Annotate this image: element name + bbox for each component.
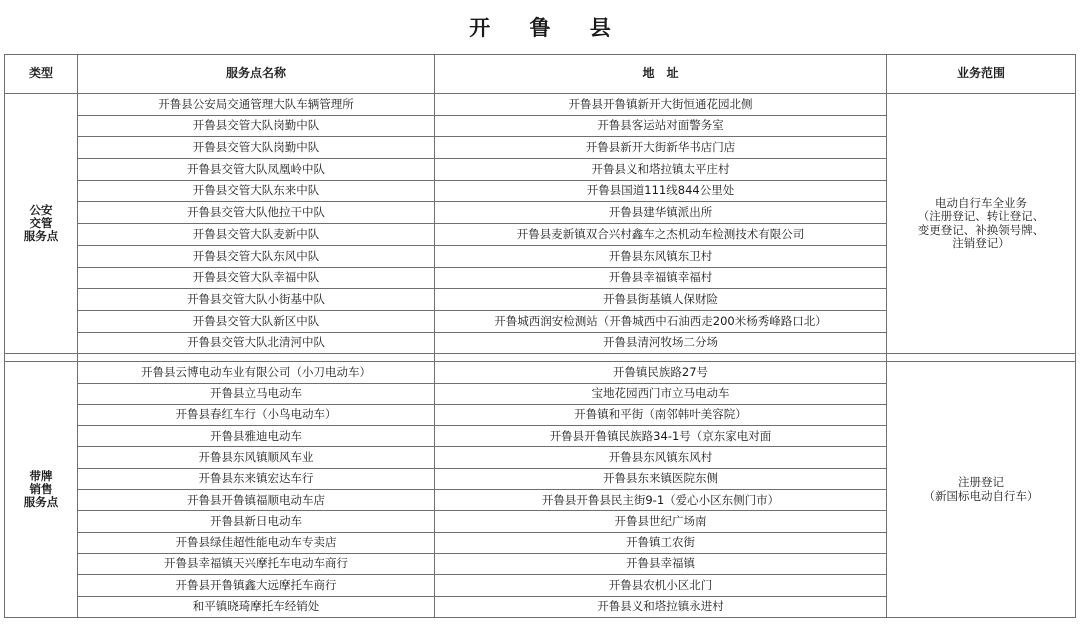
service-point-address: 开鲁县新开大街新华书店门店 [435, 137, 887, 159]
table-body [5, 94, 1076, 618]
service-point-address: 开鲁县幸福镇 [435, 553, 887, 574]
service-point-address: 开鲁镇和平街（南邻韩叶美容院） [435, 404, 887, 425]
category-line: 交管 [29, 216, 53, 231]
service-points-table [4, 54, 1076, 618]
service-point-address: 开鲁县义和塔拉镇永进村 [435, 596, 887, 617]
service-point-name: 开鲁县交管大队东风中队 [78, 245, 435, 267]
service-point-address: 开鲁镇工农街 [435, 532, 887, 553]
service-point-address: 开鲁县幸福镇幸福村 [435, 267, 887, 289]
service-point-address: 开鲁县东风镇东卫村 [435, 245, 887, 267]
service-point-name: 开鲁县交管大队小街基中队 [78, 289, 435, 311]
service-point-address: 开鲁县农机小区北门 [435, 575, 887, 596]
service-point-name: 开鲁县开鲁镇鑫大远摩托车商行 [78, 575, 435, 596]
header-scope: 业务范围 [887, 55, 1076, 94]
separator-cell [78, 354, 435, 362]
table-row [5, 362, 1076, 383]
category-cell [5, 362, 78, 618]
business-scope-line: （注册登记、转让登记、 [917, 209, 1045, 224]
service-point-address: 开鲁县清河牧场二分场 [435, 332, 887, 354]
service-point-address: 开鲁镇民族路27号 [435, 362, 887, 383]
category-line: 销售 [29, 481, 53, 496]
service-point-address: 开鲁县客运站对面警务室 [435, 115, 887, 137]
service-point-name: 开鲁县东来镇宏达车行 [78, 468, 435, 489]
header-name: 服务点名称 [78, 55, 435, 94]
service-point-name: 开鲁县交管大队新区中队 [78, 310, 435, 332]
business-scope-line: （新国标电动自行车） [923, 488, 1039, 503]
service-point-name: 开鲁县公安局交通管理大队车辆管理所 [78, 94, 435, 116]
business-scope-line: 注册登记 [958, 475, 1004, 490]
service-point-name: 开鲁县春红车行（小鸟电动车） [78, 404, 435, 425]
service-point-address: 开鲁县开鲁镇民族路34-1号（京东家电对面 [435, 426, 887, 447]
separator-cell [887, 354, 1076, 362]
service-point-name: 开鲁县立马电动车 [78, 383, 435, 404]
group-separator-row [5, 354, 1076, 362]
category-line: 服务点 [23, 495, 59, 510]
service-point-address: 开鲁县国道111线844公里处 [435, 180, 887, 202]
header-row [5, 55, 1076, 94]
service-point-name: 开鲁县交管大队他拉干中队 [78, 202, 435, 224]
business-scope-line: 变更登记、补换领号牌、 [917, 222, 1045, 237]
service-point-name: 开鲁县绿佳超性能电动车专卖店 [78, 532, 435, 553]
header-type: 类型 [5, 55, 78, 94]
service-point-address: 开鲁县街基镇人保财险 [435, 289, 887, 311]
category-cell [5, 94, 78, 354]
service-point-address: 开鲁县建华镇派出所 [435, 202, 887, 224]
service-point-address: 宝地花园西门市立马电动车 [435, 383, 887, 404]
page-title: 开 鲁 县 [469, 15, 627, 40]
service-point-name: 开鲁县交管大队东来中队 [78, 180, 435, 202]
service-point-address: 开鲁县开鲁镇新开大街恒通花园北侧 [435, 94, 887, 116]
business-scope-cell [887, 94, 1076, 354]
service-point-name: 开鲁县交管大队麦新中队 [78, 224, 435, 246]
category-line: 公安 [29, 202, 53, 217]
header-address: 地 址 [435, 55, 887, 94]
separator-cell [5, 354, 78, 362]
business-scope-cell [887, 362, 1076, 618]
service-point-name: 开鲁县交管大队凤凰岭中队 [78, 159, 435, 181]
category-line: 服务点 [23, 229, 59, 244]
service-point-address: 开鲁县东风镇东风村 [435, 447, 887, 468]
separator-cell [435, 354, 887, 362]
service-point-name: 开鲁县幸福镇天兴摩托车电动车商行 [78, 553, 435, 574]
service-point-address: 开鲁县义和塔拉镇太平庄村 [435, 159, 887, 181]
service-point-address: 开鲁县麦新镇双合兴村鑫车之杰机动车检测技术有限公司 [435, 224, 887, 246]
service-point-name: 开鲁县云博电动车业有限公司（小刀电动车） [78, 362, 435, 383]
service-point-address: 开鲁县世纪广场南 [435, 511, 887, 532]
service-point-name: 开鲁县交管大队岗勤中队 [78, 115, 435, 137]
service-point-name: 开鲁县雅迪电动车 [78, 426, 435, 447]
business-scope-line: 注销登记） [952, 235, 1010, 250]
service-point-name: 开鲁县交管大队北清河中队 [78, 332, 435, 354]
service-point-name: 开鲁县新日电动车 [78, 511, 435, 532]
service-point-address: 开鲁县开鲁县民主街9-1（爱心小区东侧门市） [435, 490, 887, 511]
table-row [5, 94, 1076, 116]
service-point-name: 开鲁县开鲁镇福顺电动车店 [78, 490, 435, 511]
service-point-name: 和平镇晓琦摩托车经销处 [78, 596, 435, 617]
category-line: 带牌 [29, 468, 53, 483]
service-point-address: 开鲁城西润安检测站（开鲁城西中石油西走200米杨秀峰路口北） [435, 310, 887, 332]
service-point-name: 开鲁县东风镇顺风车业 [78, 447, 435, 468]
service-point-name: 开鲁县交管大队幸福中队 [78, 267, 435, 289]
service-point-name: 开鲁县交管大队岗勤中队 [78, 137, 435, 159]
service-point-address: 开鲁县东来镇医院东侧 [435, 468, 887, 489]
business-scope-line: 电动自行车全业务 [935, 196, 1027, 211]
